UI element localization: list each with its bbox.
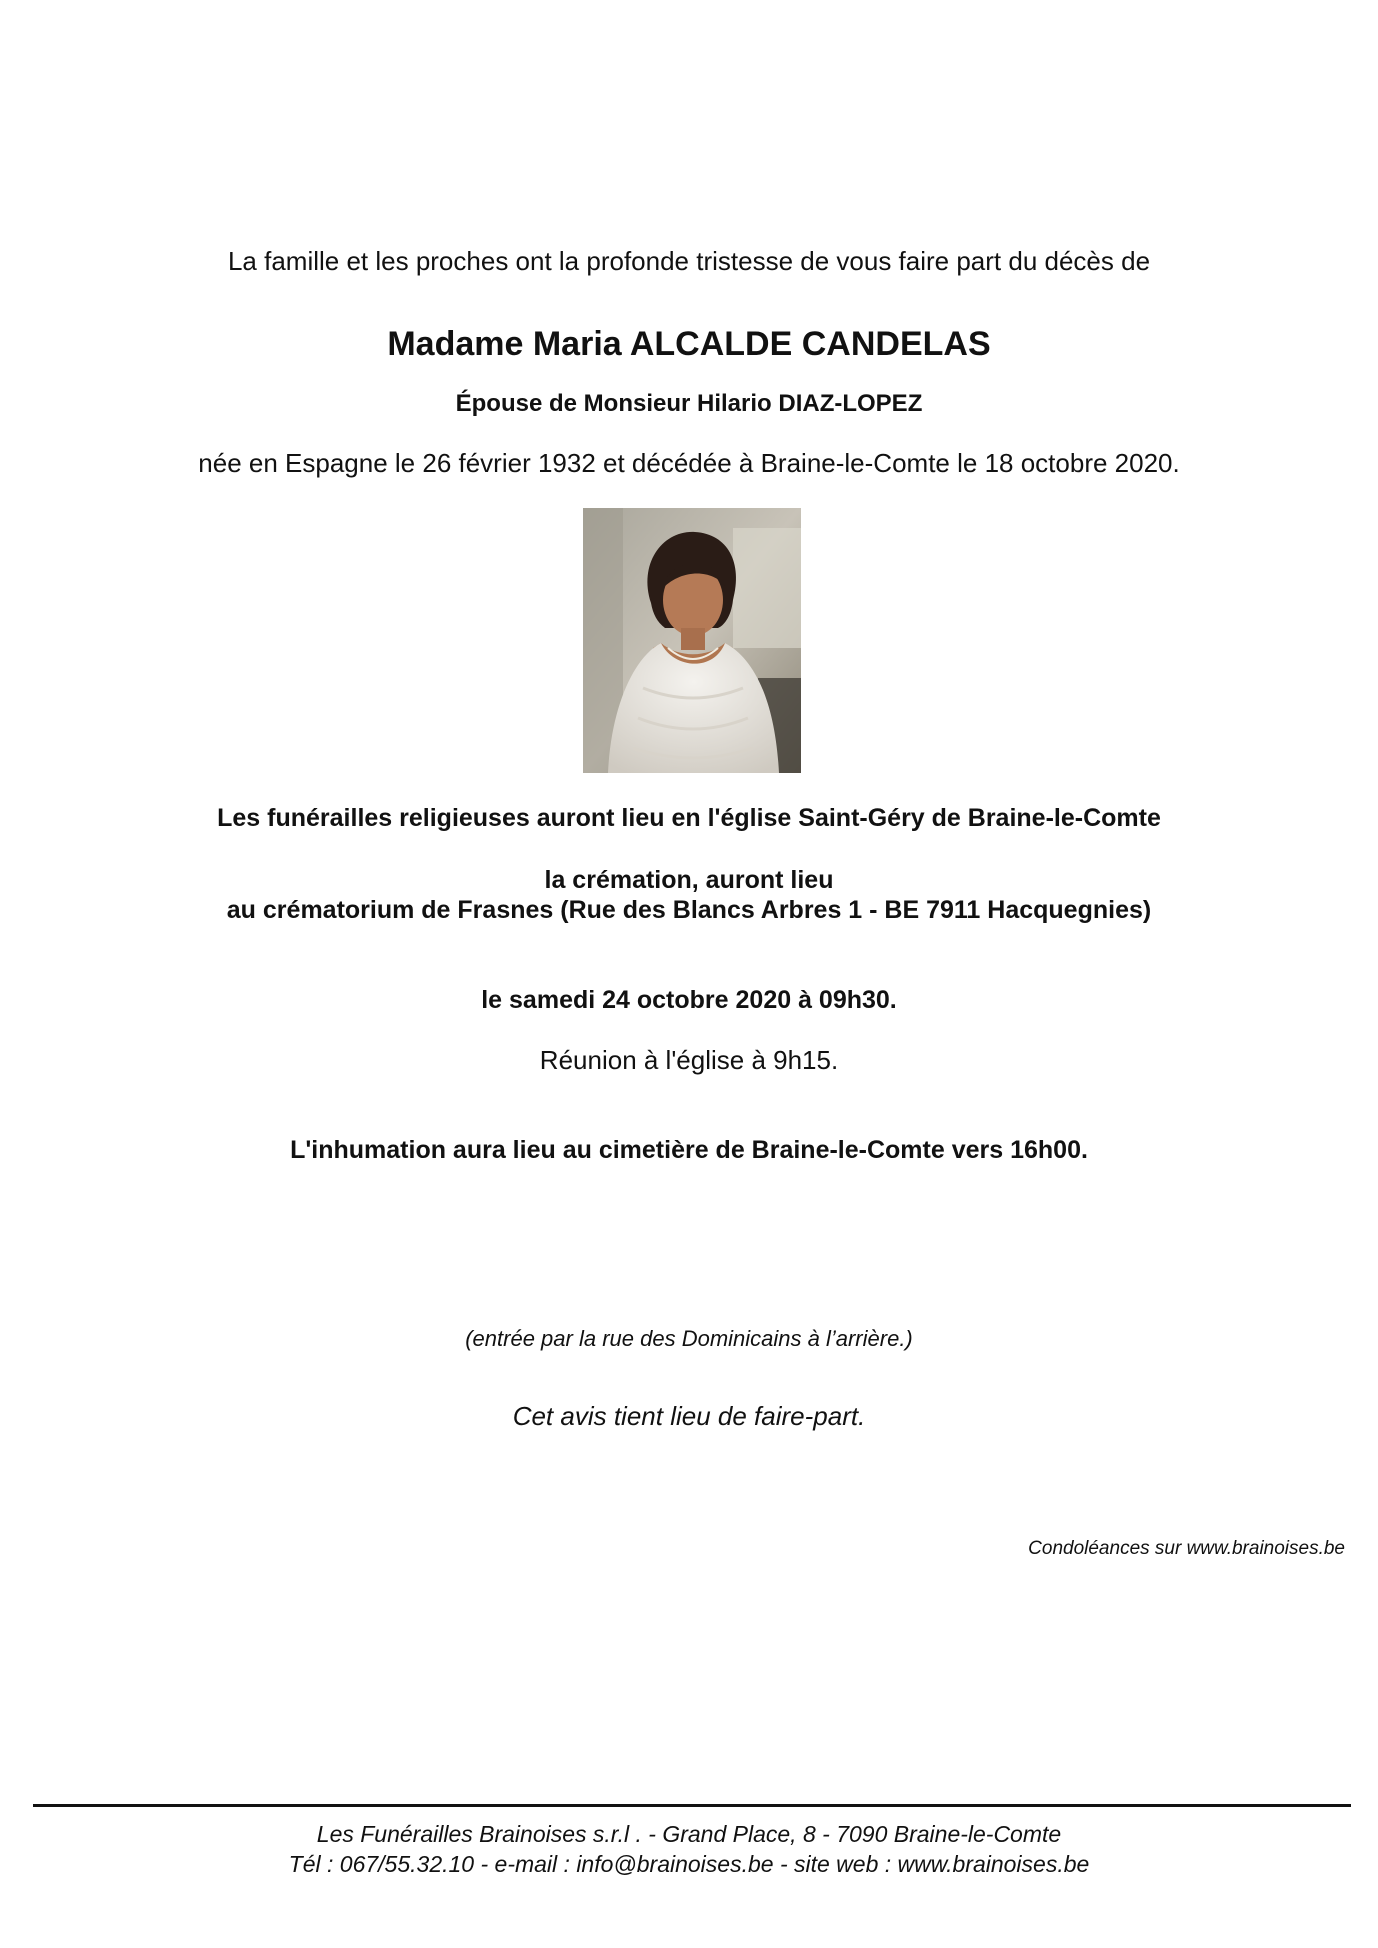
funeral-location: Les funérailles religieuses auront lieu en l'église Saint-Géry de Braine-le-Comte [217,804,1161,832]
cremation-line-1: la crémation, auront lieu [544,866,834,894]
condolences-link[interactable]: Condoléances sur www.brainoises.be [1028,1538,1345,1559]
footer-contact: Tél : 067/55.32.10 - e-mail : info@brainoises.be - site web : www.brainoises.be [288,1851,1090,1877]
ceremony-date: le samedi 24 octobre 2020 à 09h30. [481,986,897,1014]
burial-info: L'inhumation aura lieu au cimetière de Braine-le-Comte vers 16h00. [290,1136,1088,1164]
birth-death-line: née en Espagne le 26 février 1932 et décédée à Braine-le-Comte le 18 octobre 2020. [198,448,1180,478]
portrait-photo [583,508,801,773]
footer-divider [33,1804,1351,1807]
cremation-line-2: au crématorium de Frasnes (Rue des Blancs Arbres 1 - BE 7911 Hacquegnies) [226,896,1152,924]
notice-statement: Cet avis tient lieu de faire-part. [512,1401,866,1431]
footer-address: Les Funérailles Brainoises s.r.l . - Grand Place, 8 - 7090 Braine-le-Comte [316,1821,1062,1847]
entrance-note: (entrée par la rue des Dominicains à l’arrière.) [465,1326,913,1351]
meeting-time: Réunion à l'église à 9h15. [539,1045,839,1075]
intro-text: La famille et les proches ont la profonde tristesse de vous faire part du décès de [227,246,1151,276]
spouse-line: Épouse de Monsieur Hilario DIAZ-LOPEZ [455,390,923,417]
portrait-photo-icon [583,508,801,773]
deceased-name: Madame Maria ALCALDE CANDELAS [387,325,991,363]
